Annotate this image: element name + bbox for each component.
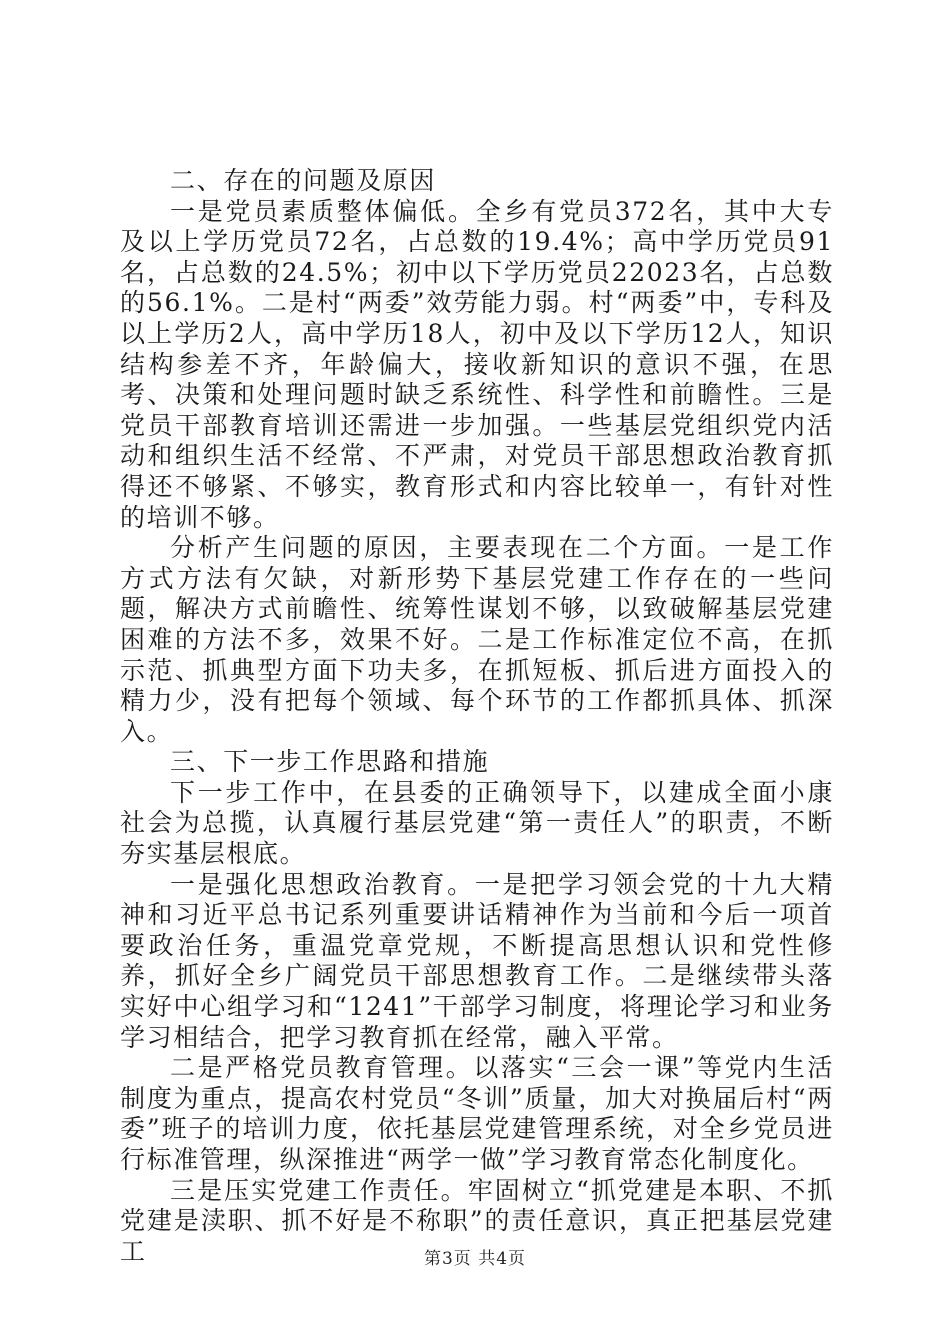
paragraph-causes-analysis: 分析产生问题的原因，主要表现在二个方面。一是工作方式方法有欠缺，对新形势下基层党建工作存在的一些问题，解决方式前瞻性、统筹性谋划不够，以致破解基层党建困难的方法不多，效果不好。二是工作标准定位不高，在抓示范、抓典型方面下功夫多，在抓短板、抓后进方面投入的精力少，没有把每个领域、每个环节的工作都抓具体、抓深入。 bbox=[120, 533, 834, 746]
page-number-footer: 第3页 共4页 bbox=[423, 1249, 527, 1269]
section-heading-next-steps: 三、下一步工作思路和措施 bbox=[170, 747, 490, 777]
paragraph-next-steps-intro: 下一步工作中，在县委的正确领导下，以建成全面小康社会为总揽，认真履行基层党建“第一责任人”的职责，不断夯实基层根底。 bbox=[120, 777, 834, 869]
paragraph-political-education: 一是强化思想政治教育。一是把学习领会党的十九大精神和习近平总书记系列重要讲话精神作为当前和今后一项首要政治任务，重温党章党规，不断提高思想认识和党性修养，抓好全乡广阔党员干部思想教育工作。二是继续带头落实好中心组学习和“1241”干部学习制度，将理论学习和业务学习相结合，把学习教育抓在经常，融入平常。 bbox=[120, 869, 834, 1052]
document-body bbox=[120, 166, 834, 1267]
section-heading-problems: 二、存在的问题及原因 bbox=[170, 166, 437, 195]
paragraph-member-management: 二是严格党员教育管理。以落实“三会一课”等党内生活制度为重点，提高农村党员“冬训”质量，加大对换届后村“两委”班子的培训力度，依托基层党建管理系统，对全乡党员进行标准管理，纵深推进“两学一做”学习教育常态化制度化。 bbox=[120, 1053, 834, 1174]
paragraph-responsibility: 三是压实党建工作责任。牢固树立“抓党建是本职、不抓党建是渎职、抓不好是不称职”的责任意识，真正把基层党建工 bbox=[120, 1175, 834, 1266]
paragraph-problems-detail: 一是党员素质整体偏低。全乡有党员372名，其中大专及以上学历党员72名，占总数的19.4%；高中学历党员91名，占总数的24.5%；初中以下学历党员22023名，占总数的56.1%。二是村“两委”效劳能力弱。村“两委”中，专科及以上学历2人，高中学历18人，初中及以下学历12人，知识结构参差不齐，年龄偏大，接收新知识的意识不强，在思考、决策和处理问题时缺乏系统性、科学性和前瞻性。三是党员干部教育培训还需进一步加强。一些基层党组织党内活动和组织生活不经常、不严肃，对党员干部思想政治教育抓得还不够紧、不够实，教育形式和内容比较单一，有针对性的培训不够。 bbox=[120, 196, 834, 532]
